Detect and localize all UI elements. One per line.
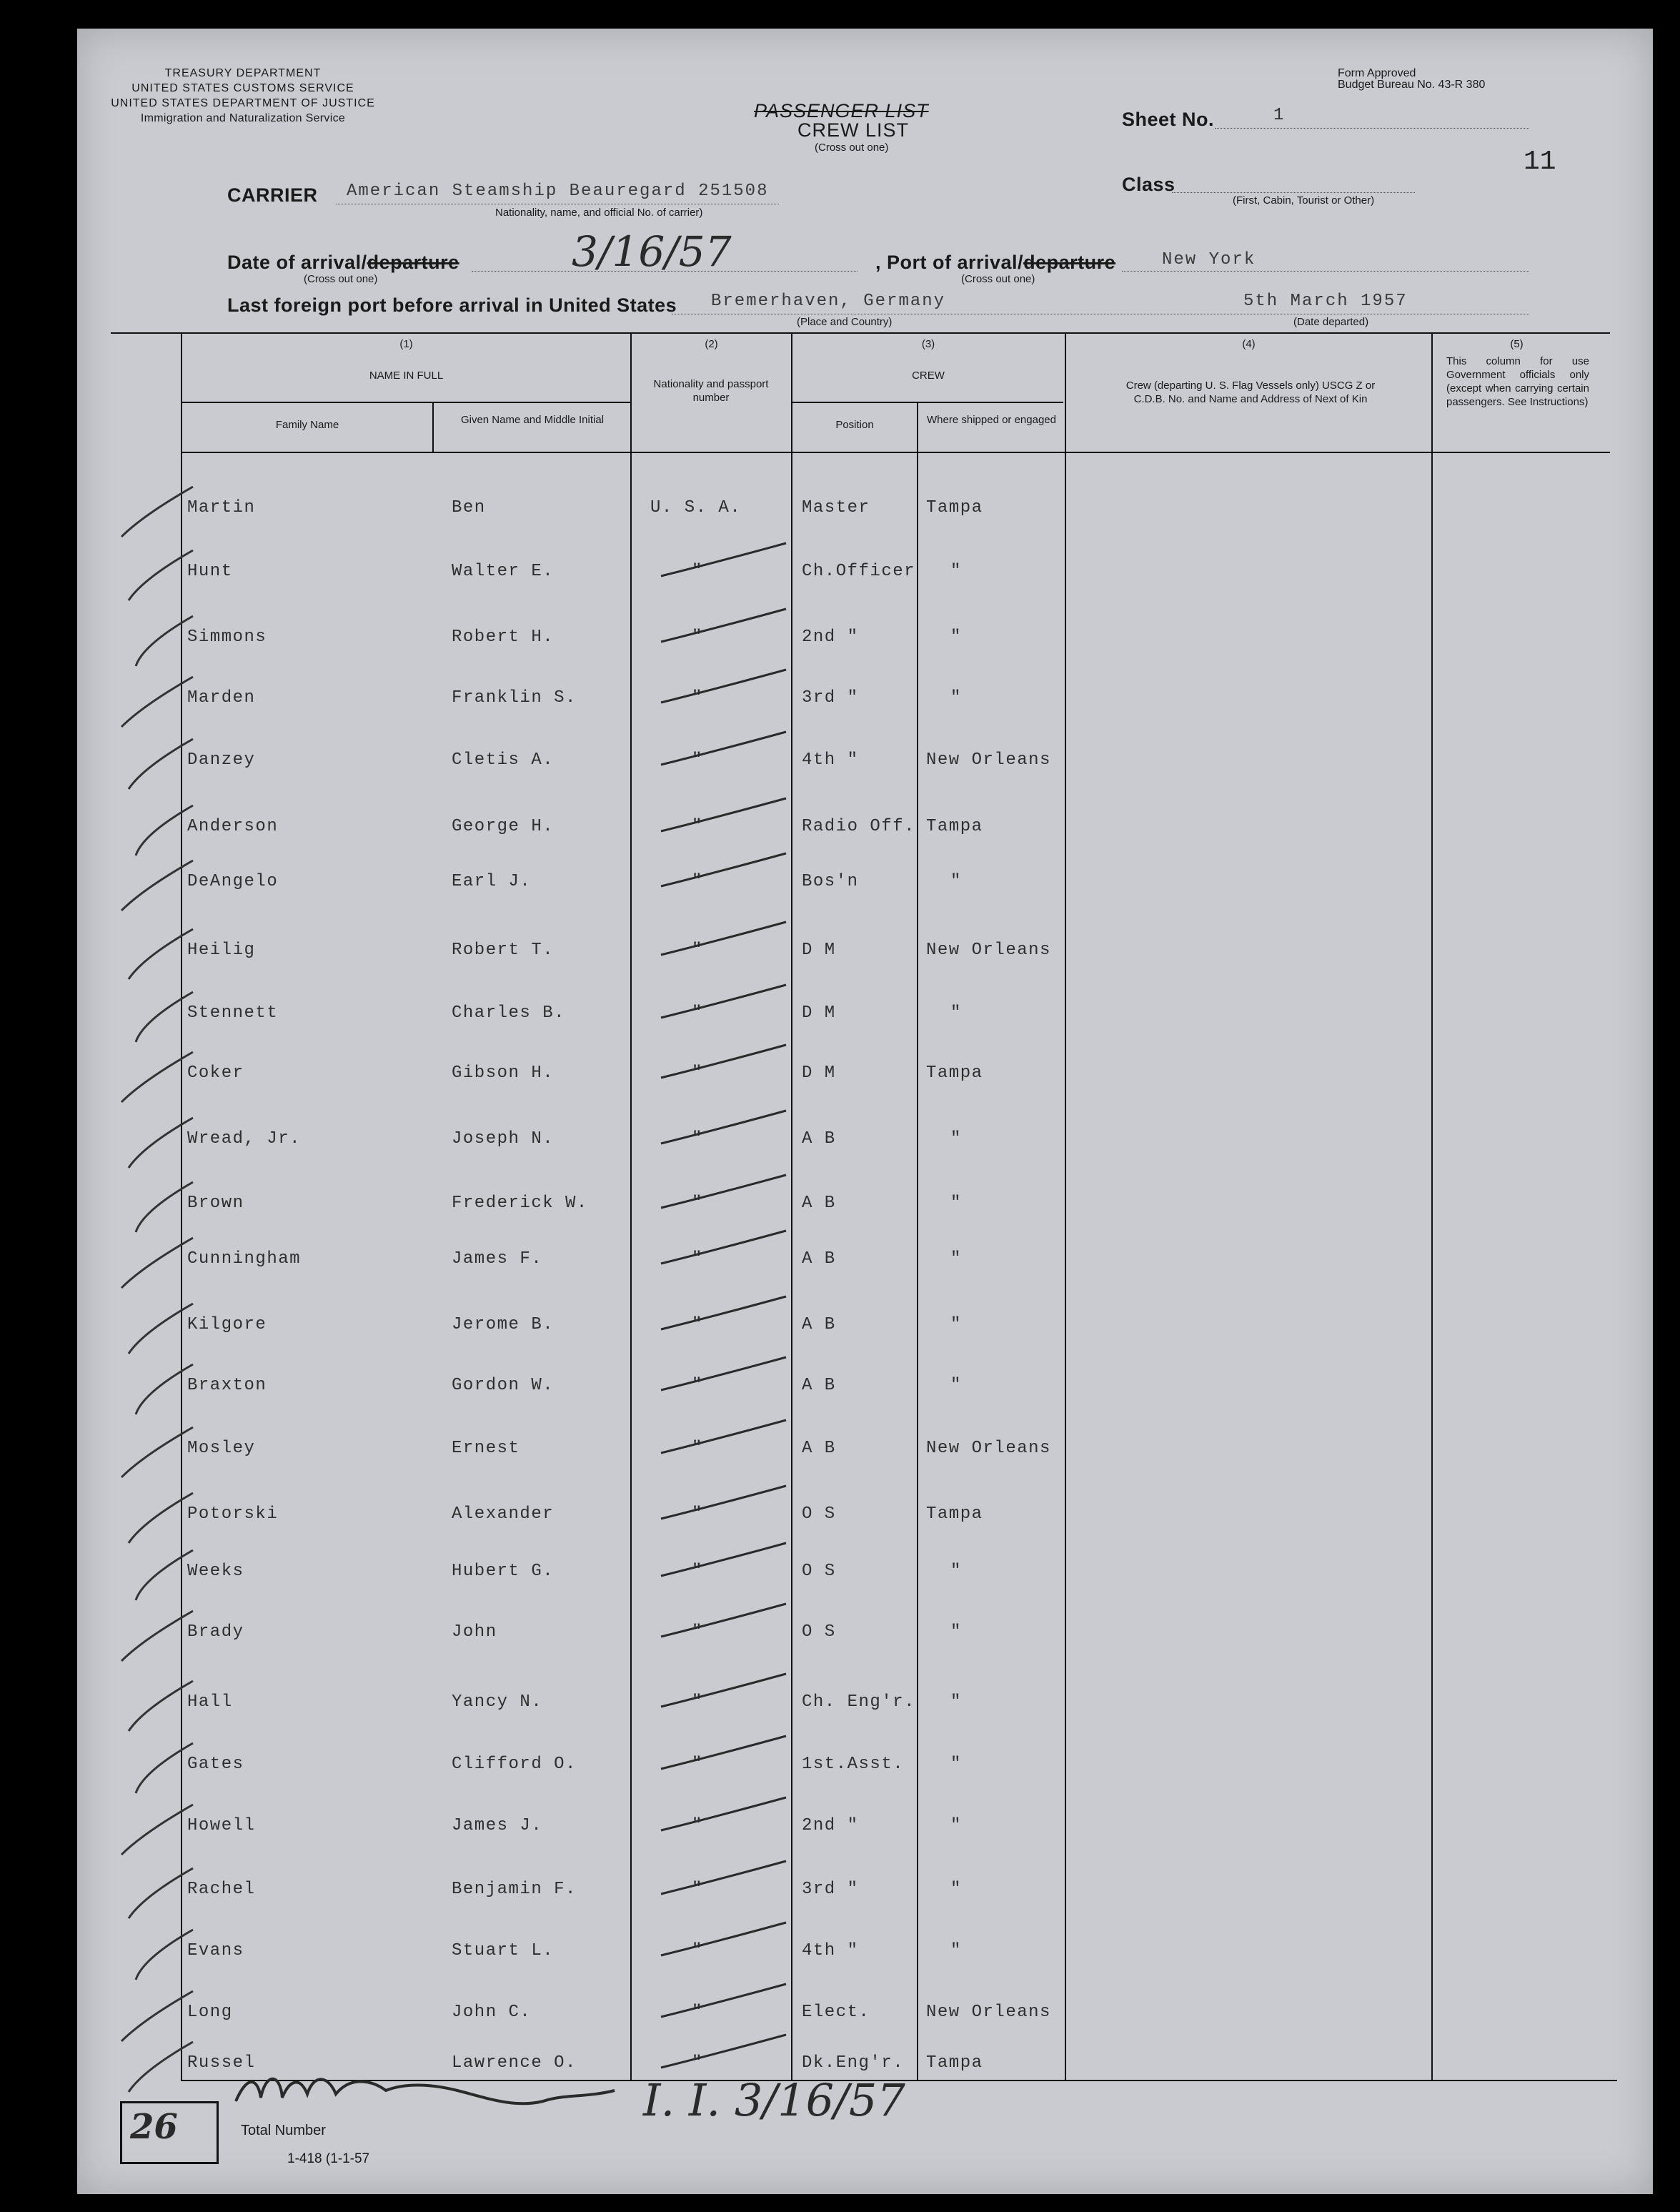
family-name-cell: Brady [187,1622,244,1642]
position-cell: 4th " [802,1941,859,1960]
nationality-cell: " [692,1692,703,1712]
shipped-cell: " [950,1249,962,1269]
nationality-cell: " [692,1376,703,1395]
crew-subhead-border [792,402,1063,403]
family-name-cell: Howell [187,1816,256,1835]
position-cell: Radio Off. [802,817,916,836]
col5-number: (5) [1510,338,1524,350]
port-line [1122,270,1529,272]
header-bottom-border [182,452,1610,453]
position-cell: 2nd " [802,628,859,647]
form-title: CREW LIST [797,119,910,141]
kin-header: Crew (departing U. S. Flag Vessels only) USCG Z or C.D.B. No. and Name and Address of Next of Kin [1125,380,1376,405]
family-name-cell: Evans [187,1941,244,1960]
position-cell: Elect. [802,2003,870,2022]
total-count: 26 [130,2107,178,2147]
col-divider-shipped [917,402,918,2081]
family-name-cell: Rachel [187,1880,256,1899]
sheet-label: Sheet No. [1122,109,1215,130]
given-name-cell: James J. [452,1816,543,1835]
nationality-cell: " [692,1880,703,1899]
nationality-cell: " [692,2053,703,2073]
agency-line: UNITED STATES CUSTOMS SERVICE [131,82,354,94]
family-name-cell: Potorski [187,1504,279,1524]
col4-number: (4) [1242,338,1256,350]
given-name-cell: John C. [452,2003,532,2022]
position-cell: D M [802,1003,836,1023]
col-divider-given [432,402,434,452]
shipped-cell: Tampa [926,498,983,517]
family-name-cell: Coker [187,1063,244,1083]
col1-number: (1) [399,338,413,350]
position-cell: Dk.Eng'r. [802,2053,905,2073]
last-port-label: Last foreign port before arrival in United States [227,294,677,316]
nationality-cell: " [692,1504,703,1524]
given-name-cell: Yancy N. [452,1692,543,1712]
shipped-cell: " [950,1622,962,1642]
table-left-border [181,332,182,2081]
class-label: Class [1122,174,1175,195]
col-divider-nationality [630,332,632,2081]
nationality-cell: " [692,1003,703,1023]
position-header: Position [835,419,874,431]
family-name-cell: Brown [187,1194,244,1213]
given-name-cell: George H. [452,817,555,836]
shipped-cell: " [950,1315,962,1334]
total-label: Total Number [241,2123,326,2138]
given-name-cell: Benjamin F. [452,1880,577,1899]
nationality-cell: " [692,1941,703,1960]
given-name-cell: Jerome B. [452,1315,555,1334]
document-sheet [77,29,1653,2194]
given-name-cell: Charles B. [452,1003,566,1023]
class-note: (First, Cabin, Tourist or Other) [1233,194,1375,207]
col3-number: (3) [921,338,935,350]
nationality-cell: " [692,750,703,770]
official-use-header: This column for use Government officials only (except when carrying certain passengers. See Instructions) [1446,355,1589,408]
carrier-note: Nationality, name, and official No. of carrier) [495,207,703,219]
inspector-annotation: I. I. 3/16/57 [643,2074,905,2126]
position-cell: 3rd " [802,1880,859,1899]
nationality-cell: " [692,1755,703,1774]
crew-header: CREW [912,370,945,382]
position-cell: Bos'n [802,872,859,891]
last-port-value: Bremerhaven, Germany [711,292,946,311]
nationality-cell: " [692,1439,703,1458]
family-name-cell: Hall [187,1692,233,1712]
nationality-cell: " [692,817,703,836]
last-port-note: (Place and Country) [797,316,893,328]
nationality-cell: " [692,688,703,708]
shipped-cell: " [950,628,962,647]
given-name-cell: Ben [452,498,486,517]
family-name-cell: Heilig [187,941,256,960]
nationality-cell: " [692,562,703,581]
nationality-cell: " [692,628,703,647]
given-name-cell: Gordon W. [452,1376,555,1395]
position-cell: D M [802,941,836,960]
position-cell: A B [802,1315,836,1334]
given-name-cell: Robert T. [452,941,555,960]
shipped-cell: New Orleans [926,1439,1051,1458]
family-name-cell: Mosley [187,1439,256,1458]
family-name-header: Family Name [275,419,339,431]
given-name-cell: Franklin S. [452,688,577,708]
nationality-cell: " [692,1129,703,1149]
title-struck: PASSENGER LIST [754,100,929,121]
family-name-cell: Long [187,2003,233,2022]
family-name-cell: Hunt [187,562,233,581]
position-cell: A B [802,1194,836,1213]
family-name-cell: DeAngelo [187,872,279,891]
nationality-cell: " [692,1816,703,1835]
agency-line: TREASURY DEPARTMENT [164,67,322,79]
table-top-border [111,332,1610,334]
family-name-cell: Simmons [187,628,267,647]
shipped-cell: " [950,688,962,708]
nationality-header: Nationality and passport number [653,378,769,404]
shipped-cell: Tampa [926,1063,983,1083]
agency-block [107,66,379,126]
given-name-cell: Stuart L. [452,1941,555,1960]
arrival-note: (Cross out one) [304,273,378,285]
given-name-cell: Robert H. [452,628,555,647]
shipped-cell: " [950,1880,962,1899]
given-name-cell: John [452,1622,497,1642]
family-name-cell: Danzey [187,750,256,770]
shipped-cell: " [950,1129,962,1149]
col-divider-crew [791,332,792,2081]
sheet-line [1215,127,1529,129]
nationality-cell: " [692,1063,703,1083]
family-name-cell: Martin [187,498,256,517]
shipped-cell: " [950,1755,962,1774]
budget-bureau: Budget Bureau No. 43-R 380 [1338,79,1486,91]
given-name-cell: Frederick W. [452,1194,588,1213]
position-cell: 2nd " [802,1816,859,1835]
shipped-cell: " [950,562,962,581]
shipped-cell: " [950,1194,962,1213]
position-cell: A B [802,1439,836,1458]
given-name-cell: Hubert G. [452,1562,555,1581]
class-line [1172,192,1415,193]
agency-line: Immigration and Naturalization Service [140,112,346,124]
shipped-cell: " [950,872,962,891]
last-port-line [672,313,1529,314]
nationality-cell: " [692,1315,703,1334]
col-divider-kin [1065,332,1066,2081]
given-name-cell: Gibson H. [452,1063,555,1083]
given-name-cell: Lawrence O. [452,2053,577,2073]
family-name-cell: Russel [187,2053,256,2073]
family-name-cell: Stennett [187,1003,279,1023]
position-cell: O S [802,1562,836,1581]
nationality-cell: " [692,1562,703,1581]
arrival-date: 3/16/57 [572,227,732,276]
given-name-cell: Ernest [452,1439,520,1458]
position-cell: A B [802,1129,836,1149]
sheet-number: 1 [1273,106,1284,125]
col2-number: (2) [705,338,718,350]
given-name-cell: Clifford O. [452,1755,577,1774]
family-name-cell: Anderson [187,817,279,836]
agency-line: UNITED STATES DEPARTMENT OF JUSTICE [111,97,375,109]
shipped-header: Where shipped or engaged [927,414,1056,426]
family-name-cell: Weeks [187,1562,244,1581]
given-name-cell: James F. [452,1249,543,1269]
form-approved: Form Approved [1338,67,1416,79]
given-name-cell: Cletis A. [452,750,555,770]
carrier-line [336,203,779,204]
shipped-cell: New Orleans [926,2003,1051,2022]
position-cell: Ch. Eng'r. [802,1692,916,1712]
nationality-cell: " [692,872,703,891]
carrier-label: CARRIER [227,184,318,206]
shipped-cell: Tampa [926,2053,983,2073]
position-cell: O S [802,1504,836,1524]
nationality-cell: U. S. A. [650,498,742,517]
col-divider-official [1431,332,1433,2081]
family-name-cell: Braxton [187,1376,267,1395]
shipped-cell: New Orleans [926,750,1051,770]
nationality-cell: " [692,1194,703,1213]
shipped-cell: Tampa [926,817,983,836]
given-name-cell: Alexander [452,1504,555,1524]
shipped-cell: " [950,1562,962,1581]
arrival-label: Date of arrival/departure [227,252,459,273]
position-cell: A B [802,1376,836,1395]
position-cell: 1st.Asst. [802,1755,905,1774]
shipped-cell: " [950,1003,962,1023]
form-number: 1-418 (1-1-57 [287,2151,370,2166]
carrier-value: American Steamship Beauregard 251508 [347,182,769,201]
given-name-cell: Earl J. [452,872,532,891]
family-name-cell: Marden [187,688,256,708]
nationality-cell: " [692,2003,703,2022]
position-cell: Ch.Officer [802,562,916,581]
date-departed-note: (Date departed) [1293,316,1369,328]
family-name-cell: Gates [187,1755,244,1774]
nationality-cell: " [692,1249,703,1269]
shipped-cell: Tampa [926,1504,983,1524]
position-cell: D M [802,1063,836,1083]
date-departed-value: 5th March 1957 [1243,292,1408,311]
family-name-cell: Kilgore [187,1315,267,1334]
nationality-cell: " [692,941,703,960]
shipped-cell: New Orleans [926,941,1051,960]
nationality-cell: " [692,1622,703,1642]
position-cell: Master [802,498,870,517]
family-name-cell: Cunningham [187,1249,302,1269]
position-cell: 3rd " [802,688,859,708]
port-note: (Cross out one) [961,273,1035,285]
position-cell: 4th " [802,750,859,770]
port-label: , Port of arrival/departure [875,252,1116,273]
shipped-cell: " [950,1376,962,1395]
page-number: 11 [1524,147,1556,177]
given-name-cell: Walter E. [452,562,555,581]
family-name-cell: Wread, Jr. [187,1129,302,1149]
given-name-header: Given Name and Middle Initial [460,414,605,426]
shipped-cell: " [950,1941,962,1960]
shipped-cell: " [950,1692,962,1712]
name-subhead-border [182,402,631,403]
col1-title: NAME IN FULL [369,370,444,382]
position-cell: O S [802,1622,836,1642]
shipped-cell: " [950,1816,962,1835]
position-cell: A B [802,1249,836,1269]
given-name-cell: Joseph N. [452,1129,555,1149]
port-value: New York [1162,250,1256,269]
title-note: (Cross out one) [815,142,889,154]
